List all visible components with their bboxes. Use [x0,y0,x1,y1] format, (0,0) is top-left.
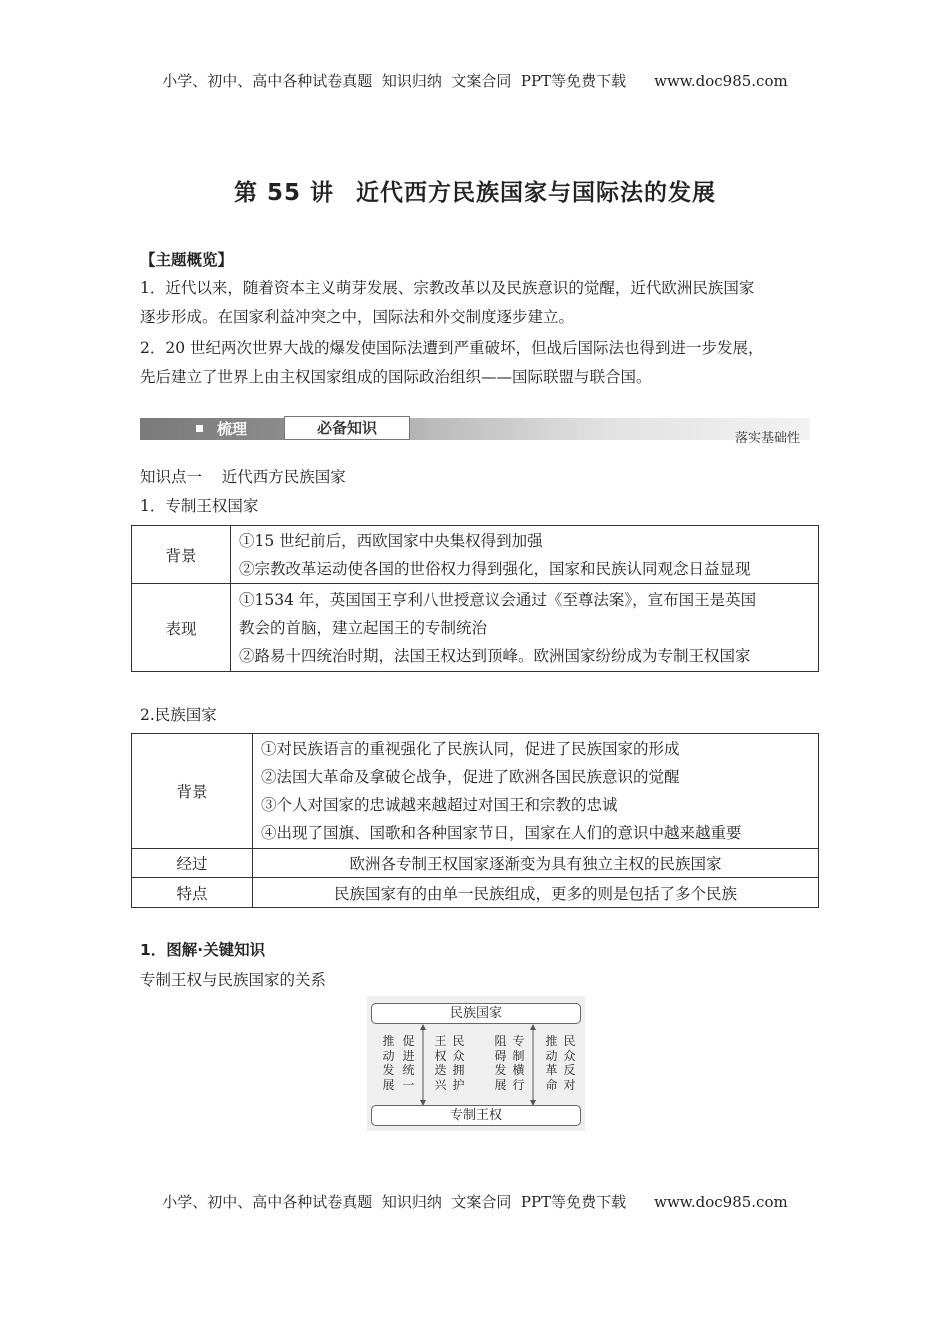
lecture-number: 第 55 讲 [233,180,335,206]
table-row [132,584,819,672]
absolute-monarchy-table [131,525,819,672]
table-row [132,526,819,584]
table-row [132,849,819,878]
row-content: ①对民族语言的重视强化了民族认同，促进了民族国家的形成 ②法国大革命及拿破仑战争，促进了欧洲各国民族意识的觉醒 ③个人对国家的忠诚越来越超过对国王和宗教的忠诚 ④出现了国旗、国歌和各种国家节日，国家在人们的意识中越来越重要 [253,734,819,849]
subsection-nation-state: 2.民族国家 [140,706,217,724]
table-row [132,878,819,908]
overview-item-1-line-2: 逐步形成。在国家利益冲突之中，国际法和外交制度逐步建立。 [140,308,575,326]
footer-text: 小学、初中、高中各种试卷真题 知识归纳 文案合同 PPT等免费下载 [162,1193,627,1211]
diagram-label: 专制横行 [512,1034,525,1092]
banner-right-tab: 必备知识 [284,416,410,440]
diagram-label: 民众拥护 [452,1034,465,1092]
diagram-label: 推动革命 [545,1034,558,1092]
row-label: 经过 [132,849,253,878]
relationship-diagram [367,996,585,1131]
lecture-title: 近代西方民族国家与国际法的发展 [356,180,717,206]
page-title [0,174,950,207]
diagram-label: 推动发展 [382,1034,395,1092]
row-content: ①15 世纪前后，西欧国家中央集权得到加强 ②宗教改革运动使各国的世俗权力得到强化，国家和民族认同观念日益显现 [231,526,819,584]
row-content: 欧洲各专制王权国家逐渐变为具有独立主权的民族国家 [253,849,819,878]
banner-left-tab: 梳理 [140,418,282,440]
diagram-label: 民众反对 [563,1034,576,1092]
illustration-heading: 1．图解·关键知识 [140,941,266,959]
diagram-label: 王权迭兴 [434,1034,447,1092]
overview-item-2-line-2: 先后建立了世界上由主权国家组成的国际政治组织——国际联盟与联合国。 [140,368,652,386]
row-label: 背景 [132,734,253,849]
table-row [132,734,819,849]
overview-item-2-line-1: 2．20 世纪两次世界大战的爆发使国际法遭到严重破坏，但战后国际法也得到进一步发展， [140,339,764,357]
header-site[interactable]: www.doc985.com [654,72,788,90]
section-banner [140,412,810,456]
diagram-top-box: 民族国家 [371,1003,581,1024]
row-content: 民族国家有的由单一民族组成，更多的则是包括了多个民族 [253,878,819,908]
page-footer [0,1191,950,1212]
page-header [0,70,950,91]
footer-site[interactable]: www.doc985.com [654,1193,788,1211]
nation-state-table [131,733,819,908]
overview-item-1-line-1: 1．近代以来，随着资本主义萌芽发展、宗教改革以及民族意识的觉醒，近代欧洲民族国家 [140,279,755,297]
diagram-bottom-box: 专制王权 [371,1105,581,1126]
header-text: 小学、初中、高中各种试卷真题 知识归纳 文案合同 PPT等免费下载 [162,72,627,90]
row-content: ①1534 年，英国国王亨利八世授意议会通过《至尊法案》，宣布国王是英国 教会的首脑，建立起国王的专制统治 ②路易十四统治时期，法国王权达到顶峰。欧洲国家纷纷成为专制王权国家 [231,584,819,672]
row-label: 背景 [132,526,231,584]
diagram-label: 阻碍发展 [494,1034,507,1092]
overview-heading: 【主题概览】 [140,251,234,269]
square-bullet-icon [196,425,203,432]
subsection-absolute-monarchy: 1．专制王权国家 [140,497,259,515]
row-label: 特点 [132,878,253,908]
row-label: 表现 [132,584,231,672]
diagram-label: 促进统一 [402,1034,415,1092]
knowledge-point-heading: 知识点一 近代西方民族国家 [140,468,346,486]
banner-note: 落实基础性 [734,431,800,446]
illustration-caption: 专制王权与民族国家的关系 [140,971,327,989]
